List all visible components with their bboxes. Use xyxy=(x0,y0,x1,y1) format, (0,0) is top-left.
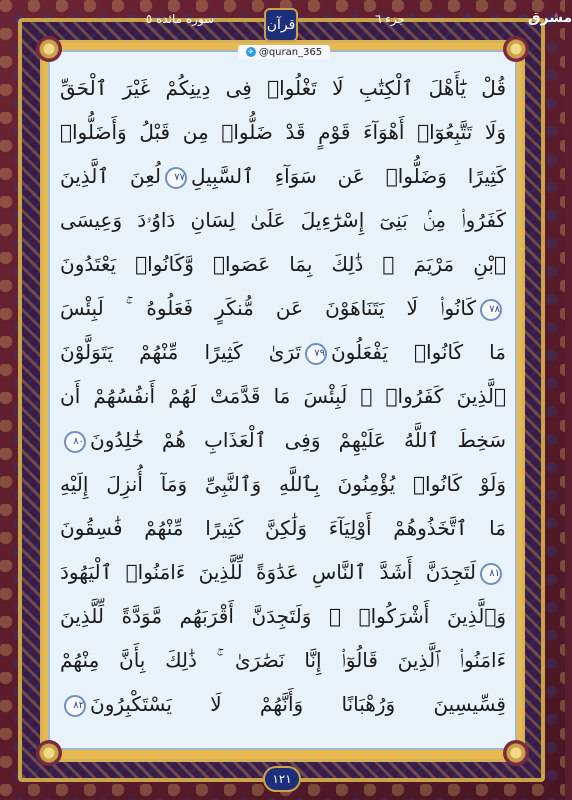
corner-ornament-icon xyxy=(36,740,62,766)
line-text: ءَامَنُوا۟ ٱلَّذِينَ قَالُوٓا۟ إِنَّا نَصَٰرَىٰ ۚ ذَٰلِكَ بِأَنَّ مِنْهُمْ xyxy=(60,648,506,672)
line-text: كَانُوا۟ لَا يَتَنَاهَوْنَ عَن مُّنكَرٍ فَعَلُوهُ ۚ لَبِئْسَ xyxy=(60,296,476,320)
line-text: مَا كَانُوا۟ يَفْعَلُونَ xyxy=(330,340,506,364)
telegram-icon: ✈ xyxy=(246,47,256,57)
verse-lines xyxy=(60,64,506,744)
juz-label: جزء ٦ xyxy=(375,12,405,26)
line-text: تَرَىٰ كَثِيرًا مِّنْهُمْ يَتَوَلَّوْنَ xyxy=(60,340,301,364)
ayah-marker: ٨١ xyxy=(480,563,502,585)
corner-ornament-icon xyxy=(36,36,62,62)
verse-line xyxy=(60,284,506,332)
corner-ornament-icon xyxy=(503,36,529,62)
line-text: لَتَجِدَنَّ أَشَدَّ ٱلنَّاسِ عَدَٰوَةً لِّلَّذِينَ ءَامَنُوا۟ ٱلْيَهُودَ xyxy=(60,560,476,584)
surah-label: سوره مائده ٥ xyxy=(145,12,215,26)
verse-line xyxy=(60,416,506,464)
line-text: وَلَوْ كَانُوا۟ يُؤْمِنُونَ بِٱللَّهِ وَٱلنَّبِىِّ وَمَآ أُنزِلَ إِلَيْهِ xyxy=(60,472,506,496)
verse-line xyxy=(60,592,506,640)
line-text: قُلْ يَٰٓأَهْلَ ٱلْكِتَٰبِ لَا تَغْلُوا۟ فِى دِينِكُمْ غَيْرَ ٱلْحَقِّ xyxy=(60,76,506,100)
line-text: ٱلَّذِينَ كَفَرُوا۟ ۚ لَبِئْسَ مَا قَدَّمَتْ لَهُمْ أَنفُسُهُمْ أَن xyxy=(60,384,506,408)
ayah-marker: ٧٨ xyxy=(480,299,502,321)
ayah-marker: ٧٧ xyxy=(165,167,187,189)
verse-line xyxy=(60,64,506,112)
verse-line xyxy=(60,548,506,596)
verse-line xyxy=(60,152,506,200)
handle-text: @quran_365 xyxy=(258,46,323,58)
verse-line xyxy=(60,196,506,244)
page-number: ١٢١ xyxy=(263,766,301,792)
line-text: لُعِنَ ٱلَّذِينَ xyxy=(60,164,161,188)
line-text: كَفَرُوا۟ مِنۢ بَنِىٓ إِسْرَٰٓءِيلَ عَلَىٰ لِسَانِ دَاوُۥدَ وَعِيسَى xyxy=(60,208,506,232)
verse-line xyxy=(60,460,506,508)
verse-line xyxy=(60,504,506,552)
verse-line xyxy=(60,372,506,420)
corner-ornament-icon xyxy=(503,740,529,766)
verse-line xyxy=(60,636,506,684)
line-text: كَثِيرًا وَضَلُّوا۟ عَن سَوَآءِ ٱلسَّبِيلِ xyxy=(190,164,506,188)
ayah-marker: ٨٢ xyxy=(64,695,86,717)
verse-line xyxy=(60,680,506,728)
telegram-handle[interactable] xyxy=(238,45,330,59)
ayah-marker: ٧٩ xyxy=(305,343,327,365)
logo-text: قرآن xyxy=(266,17,296,33)
line-text: وَلَا تَتَّبِعُوٓا۟ أَهْوَآءَ قَوْمٍ قَدْ ضَلُّوا۟ مِن قَبْلُ وَأَضَلُّوا۟ xyxy=(60,120,506,144)
line-text: وَٱلَّذِينَ أَشْرَكُوا۟ ۖ وَلَتَجِدَنَّ أَقْرَبَهُم مَّوَدَّةً لِّلَّذِينَ xyxy=(60,604,506,628)
line-text: مَا ٱتَّخَذُوهُمْ أَوْلِيَآءَ وَلَٰكِنَّ كَثِيرًا مِّنْهُمْ فَٰسِقُونَ xyxy=(60,516,506,540)
line-text: ٱبْنِ مَرْيَمَ ۚ ذَٰلِكَ بِمَا عَصَوا۟ وَّكَانُوا۟ يَعْتَدُونَ xyxy=(60,252,506,276)
line-text: قِسِّيسِينَ وَرُهْبَانًا وَأَنَّهُمْ لَا يَسْتَكْبِرُونَ xyxy=(90,692,506,716)
watermark-logo: مشرق xyxy=(528,10,572,26)
verse-line xyxy=(60,328,506,376)
quran-logo xyxy=(264,8,298,42)
verse-line xyxy=(60,240,506,288)
ayah-marker: ٨٠ xyxy=(64,431,86,453)
verse-line xyxy=(60,108,506,156)
line-text: سَخِطَ ٱللَّهُ عَلَيْهِمْ وَفِى ٱلْعَذَابِ هُمْ خَٰلِدُونَ xyxy=(90,428,506,452)
